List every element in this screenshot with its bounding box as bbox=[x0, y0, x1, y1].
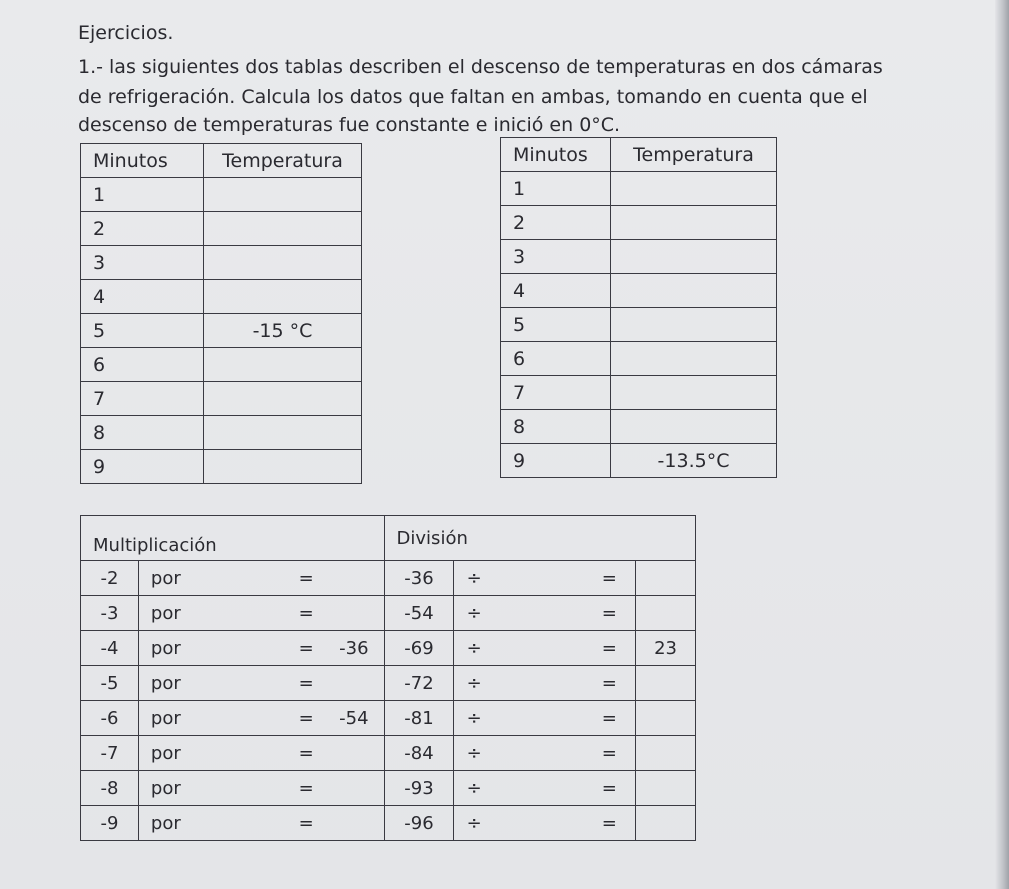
equals-sign: = bbox=[584, 561, 636, 596]
por-label: por bbox=[138, 631, 288, 666]
equals-sign: = bbox=[584, 596, 636, 631]
divisor-cell[interactable] bbox=[494, 561, 584, 596]
minute-cell: 3 bbox=[81, 246, 204, 280]
divisor-cell[interactable] bbox=[494, 631, 584, 666]
table-row bbox=[501, 240, 777, 274]
minute-cell: 6 bbox=[501, 342, 611, 376]
minute-cell: 5 bbox=[81, 314, 204, 348]
header-minutos: Minutos bbox=[501, 138, 611, 172]
header-temperatura: Temperatura bbox=[204, 144, 362, 178]
divide-sign: ÷ bbox=[454, 701, 494, 736]
minute-cell: 9 bbox=[501, 444, 611, 478]
temperature-cell[interactable] bbox=[204, 450, 362, 484]
table-header-row bbox=[81, 516, 696, 561]
divisor-cell[interactable] bbox=[494, 701, 584, 736]
table-row bbox=[81, 631, 696, 666]
minute-cell: 5 bbox=[501, 308, 611, 342]
equals-sign: = bbox=[288, 596, 324, 631]
table-row bbox=[81, 666, 696, 701]
table-row bbox=[81, 246, 362, 280]
por-label: por bbox=[138, 736, 288, 771]
equals-sign: = bbox=[288, 771, 324, 806]
minute-cell: 6 bbox=[81, 348, 204, 382]
dividend-cell: -84 bbox=[384, 736, 454, 771]
minute-cell: 7 bbox=[81, 382, 204, 416]
equals-sign: = bbox=[288, 561, 324, 596]
minute-cell: 8 bbox=[501, 410, 611, 444]
multiplication-header: Multiplicación bbox=[81, 516, 385, 561]
divide-sign: ÷ bbox=[454, 596, 494, 631]
operations-table bbox=[80, 515, 696, 841]
minute-cell: 7 bbox=[501, 376, 611, 410]
temperature-cell[interactable] bbox=[611, 410, 777, 444]
temperature-cell[interactable] bbox=[611, 206, 777, 240]
product-cell[interactable] bbox=[324, 666, 384, 701]
dividend-cell: -96 bbox=[384, 806, 454, 841]
divide-sign: ÷ bbox=[454, 631, 494, 666]
minute-cell: 3 bbox=[501, 240, 611, 274]
equals-sign: = bbox=[584, 666, 636, 701]
quotient-cell[interactable] bbox=[636, 561, 696, 596]
equals-sign: = bbox=[584, 806, 636, 841]
equals-sign: = bbox=[288, 806, 324, 841]
product-cell[interactable] bbox=[324, 771, 384, 806]
multiplier-cell: -2 bbox=[81, 561, 139, 596]
multiplier-cell: -9 bbox=[81, 806, 139, 841]
por-label: por bbox=[138, 701, 288, 736]
table-row bbox=[81, 416, 362, 450]
table-row bbox=[501, 342, 777, 376]
equals-sign: = bbox=[288, 631, 324, 666]
minute-cell: 4 bbox=[81, 280, 204, 314]
table-header-row bbox=[501, 138, 777, 172]
table-row bbox=[501, 410, 777, 444]
table-row bbox=[81, 561, 696, 596]
divide-sign: ÷ bbox=[454, 666, 494, 701]
minute-cell: 1 bbox=[501, 172, 611, 206]
product-cell[interactable]: -36 bbox=[324, 631, 384, 666]
table-row bbox=[501, 172, 777, 206]
dividend-cell: -69 bbox=[384, 631, 454, 666]
table-row bbox=[501, 308, 777, 342]
minute-cell: 8 bbox=[81, 416, 204, 450]
minute-cell: 9 bbox=[81, 450, 204, 484]
minute-cell: 4 bbox=[501, 274, 611, 308]
divisor-cell[interactable] bbox=[494, 666, 584, 701]
divide-sign: ÷ bbox=[454, 771, 494, 806]
temperature-cell[interactable] bbox=[611, 274, 777, 308]
table-row bbox=[81, 212, 362, 246]
por-label: por bbox=[138, 561, 288, 596]
table-row bbox=[501, 206, 777, 240]
multiplier-cell: -8 bbox=[81, 771, 139, 806]
equals-sign: = bbox=[584, 701, 636, 736]
heading: Ejercicios. bbox=[78, 22, 174, 44]
table-row bbox=[81, 701, 696, 736]
por-label: por bbox=[138, 771, 288, 806]
temperature-cell[interactable] bbox=[611, 376, 777, 410]
table-row bbox=[501, 444, 777, 478]
table-row bbox=[81, 314, 362, 348]
equals-sign: = bbox=[288, 666, 324, 701]
dividend-cell: -72 bbox=[384, 666, 454, 701]
quotient-cell[interactable] bbox=[636, 771, 696, 806]
divide-sign: ÷ bbox=[454, 736, 494, 771]
por-label: por bbox=[138, 596, 288, 631]
quotient-cell[interactable] bbox=[636, 736, 696, 771]
equals-sign: = bbox=[584, 771, 636, 806]
table-row bbox=[81, 806, 696, 841]
multiplier-cell: -3 bbox=[81, 596, 139, 631]
temperature-table-1 bbox=[80, 143, 362, 484]
divisor-cell[interactable] bbox=[494, 806, 584, 841]
temperature-table-2 bbox=[500, 137, 777, 478]
equals-sign: = bbox=[584, 631, 636, 666]
temperature-cell[interactable] bbox=[204, 246, 362, 280]
multiplier-cell: -7 bbox=[81, 736, 139, 771]
table-row bbox=[501, 274, 777, 308]
temperature-cell[interactable] bbox=[611, 308, 777, 342]
multiplier-cell: -6 bbox=[81, 701, 139, 736]
equals-sign: = bbox=[288, 736, 324, 771]
table-row bbox=[81, 280, 362, 314]
table-row bbox=[501, 376, 777, 410]
product-cell[interactable]: -54 bbox=[324, 701, 384, 736]
temperature-cell[interactable] bbox=[204, 348, 362, 382]
multiplier-cell: -5 bbox=[81, 666, 139, 701]
product-cell[interactable] bbox=[324, 736, 384, 771]
temperature-cell[interactable] bbox=[204, 382, 362, 416]
product-cell[interactable] bbox=[324, 596, 384, 631]
product-cell[interactable] bbox=[324, 806, 384, 841]
instruction-line-3: descenso de temperaturas fue constante e inició en 0°C. bbox=[78, 114, 621, 136]
equals-sign: = bbox=[288, 701, 324, 736]
temperature-cell[interactable] bbox=[204, 280, 362, 314]
table-row bbox=[81, 736, 696, 771]
table-header-row bbox=[81, 144, 362, 178]
divisor-cell[interactable] bbox=[494, 596, 584, 631]
quotient-cell[interactable] bbox=[636, 666, 696, 701]
divisor-cell[interactable] bbox=[494, 736, 584, 771]
quotient-cell[interactable] bbox=[636, 701, 696, 736]
instruction-line-1: 1.- las siguientes dos tablas describen el descenso de temperaturas en dos cámaras bbox=[78, 56, 883, 78]
por-label: por bbox=[138, 666, 288, 701]
dividend-cell: -93 bbox=[384, 771, 454, 806]
header-minutos: Minutos bbox=[81, 144, 204, 178]
temperature-cell[interactable]: -15 °C bbox=[204, 314, 362, 348]
dividend-cell: -36 bbox=[384, 561, 454, 596]
minute-cell: 2 bbox=[501, 206, 611, 240]
equals-sign: = bbox=[584, 736, 636, 771]
table-row bbox=[81, 178, 362, 212]
divide-sign: ÷ bbox=[454, 561, 494, 596]
divide-sign: ÷ bbox=[454, 806, 494, 841]
instruction-line-2: de refrigeración. Calcula los datos que faltan en ambas, tomando en cuenta que el bbox=[78, 86, 868, 108]
page-edge-shadow bbox=[995, 0, 1009, 889]
quotient-cell[interactable] bbox=[636, 806, 696, 841]
division-header: División bbox=[384, 516, 695, 561]
temperature-cell[interactable]: -13.5°C bbox=[611, 444, 777, 478]
dividend-cell: -54 bbox=[384, 596, 454, 631]
multiplier-cell: -4 bbox=[81, 631, 139, 666]
quotient-cell[interactable]: 23 bbox=[636, 631, 696, 666]
temperature-cell[interactable] bbox=[204, 416, 362, 450]
product-cell[interactable] bbox=[324, 561, 384, 596]
temperature-cell[interactable] bbox=[611, 172, 777, 206]
temperature-cell[interactable] bbox=[611, 342, 777, 376]
minute-cell: 1 bbox=[81, 178, 204, 212]
temperature-cell[interactable] bbox=[204, 178, 362, 212]
table-row bbox=[81, 771, 696, 806]
header-temperatura: Temperatura bbox=[611, 138, 777, 172]
table-row bbox=[81, 382, 362, 416]
por-label: por bbox=[138, 806, 288, 841]
temperature-cell[interactable] bbox=[204, 212, 362, 246]
minute-cell: 2 bbox=[81, 212, 204, 246]
table-row bbox=[81, 596, 696, 631]
dividend-cell: -81 bbox=[384, 701, 454, 736]
quotient-cell[interactable] bbox=[636, 596, 696, 631]
table-row bbox=[81, 348, 362, 382]
divisor-cell[interactable] bbox=[494, 771, 584, 806]
table-row bbox=[81, 450, 362, 484]
temperature-cell[interactable] bbox=[611, 240, 777, 274]
